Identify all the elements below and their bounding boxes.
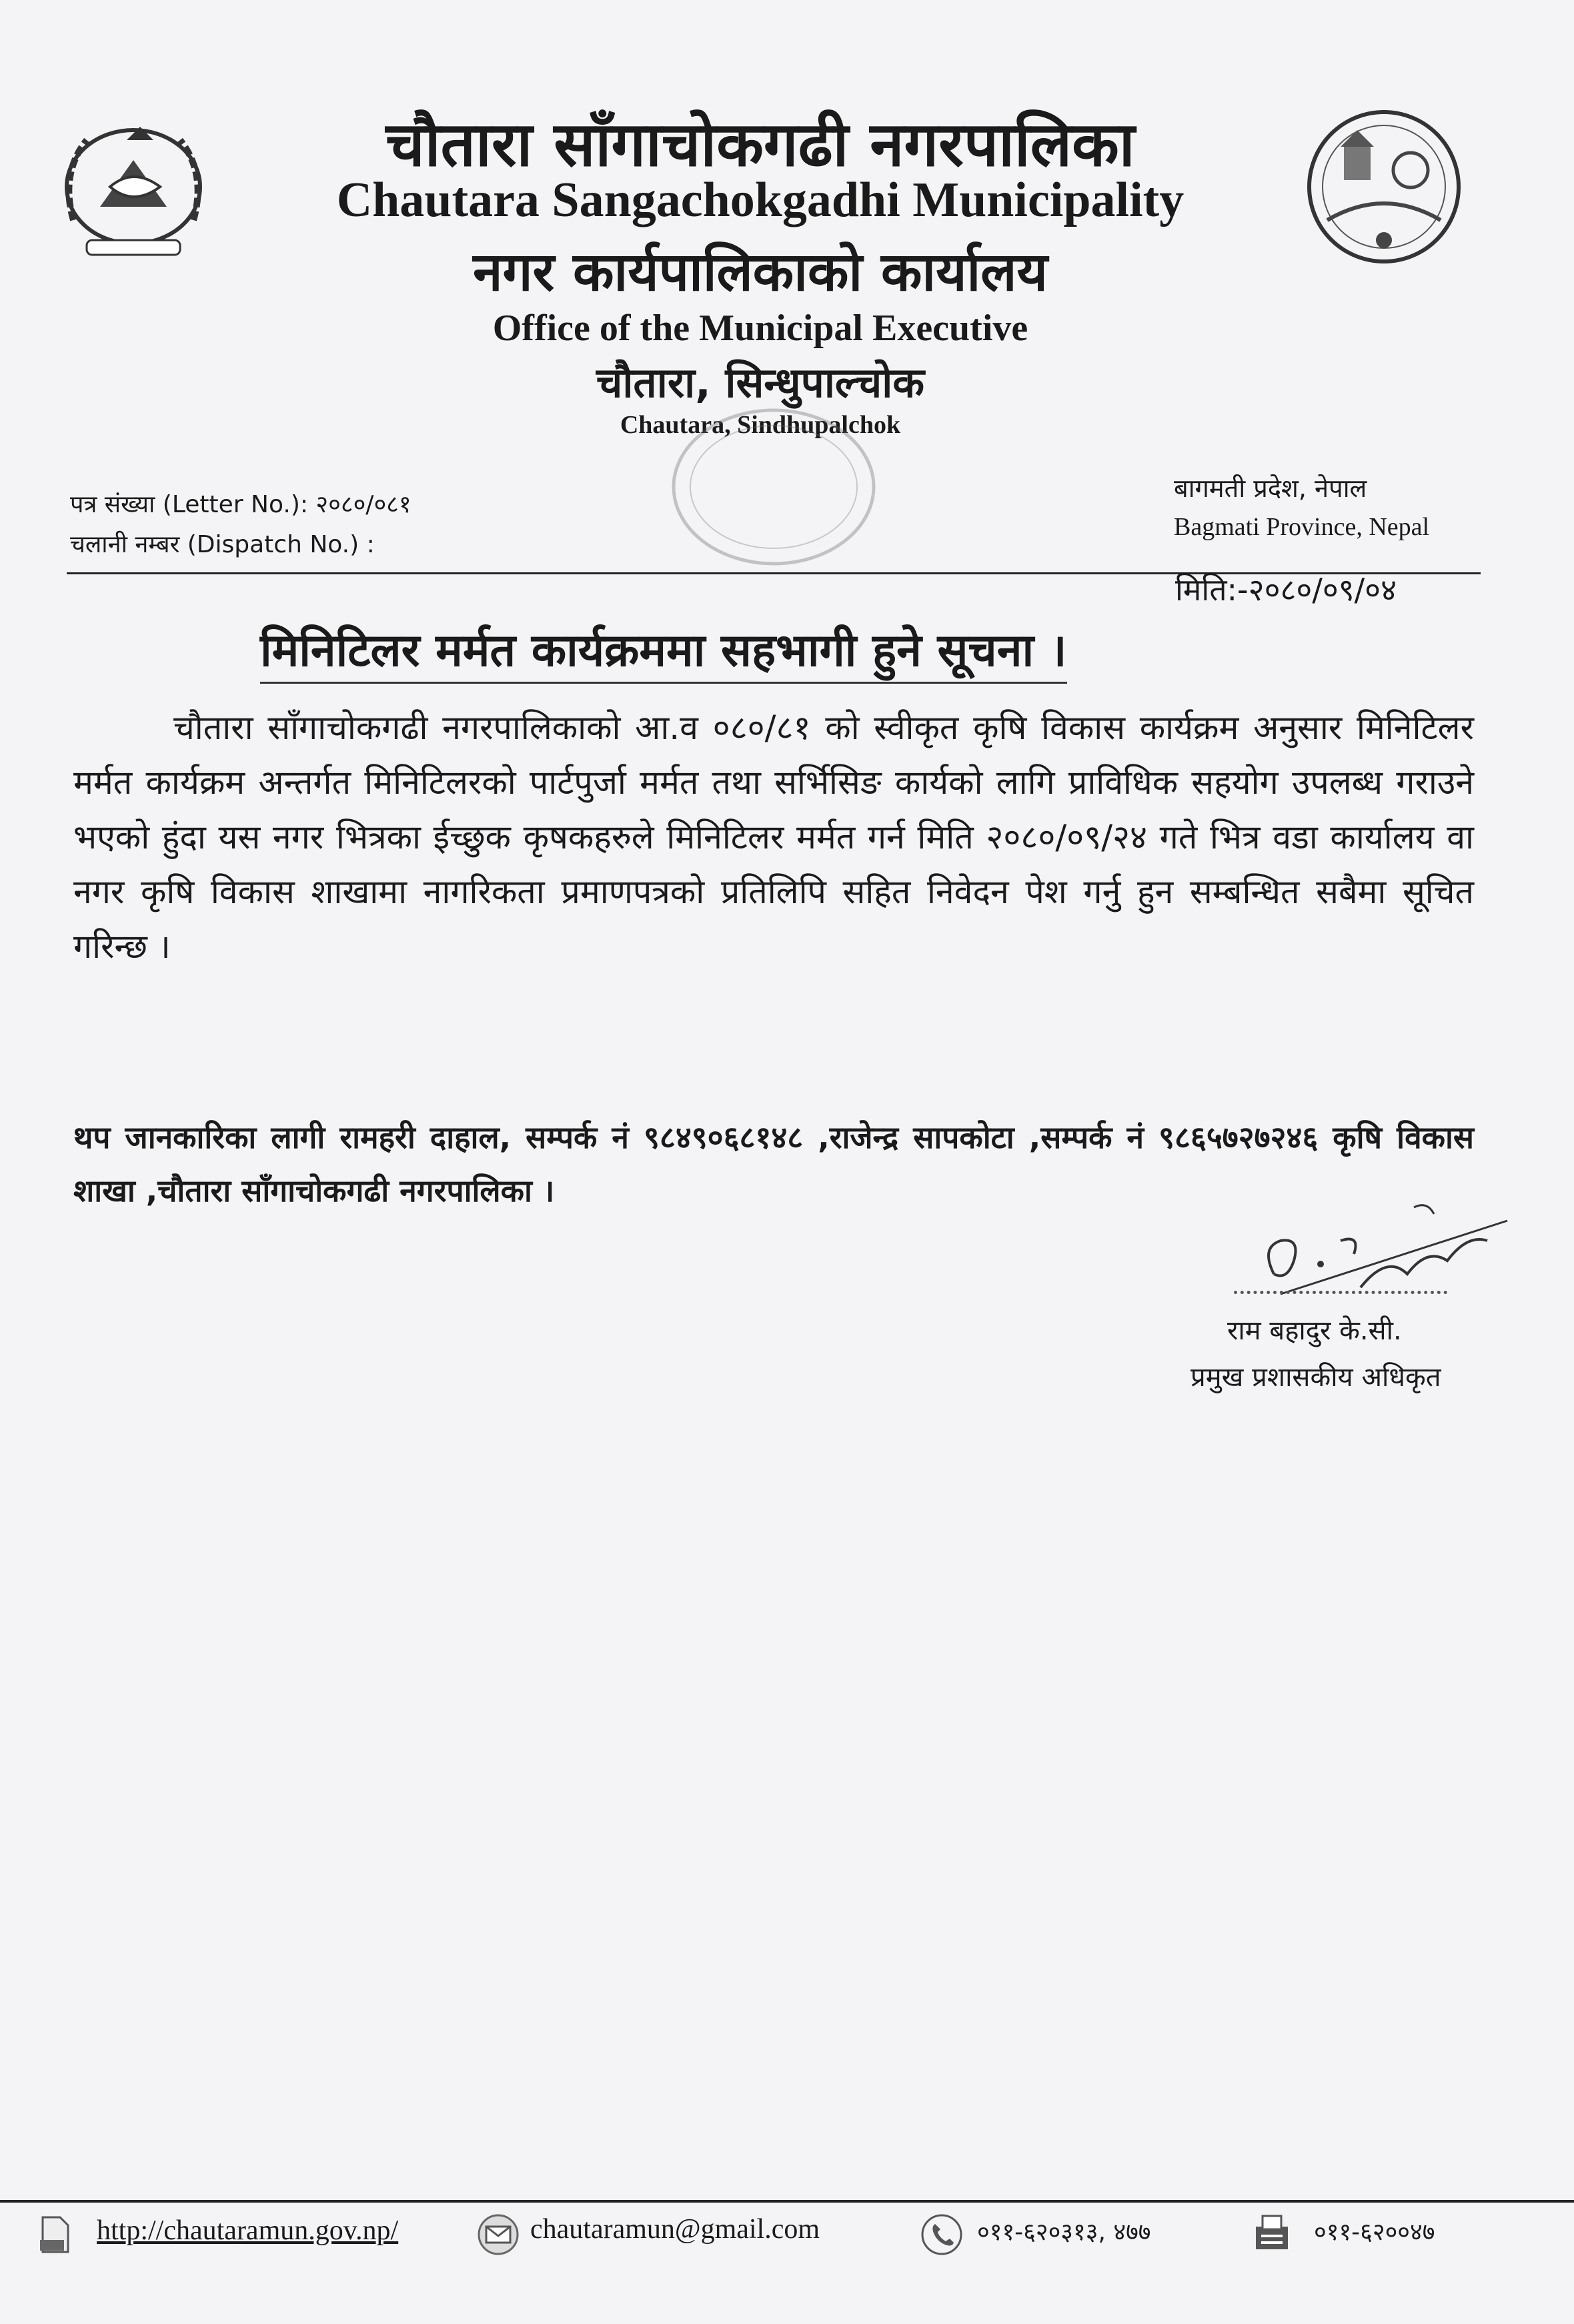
- signature-line: [1234, 1291, 1447, 1294]
- province-np: बागमती प्रदेश, नेपाल: [1174, 474, 1367, 503]
- fax-number: ०११-६२००४७: [1314, 2219, 1435, 2246]
- office-name-np: नगर कार्यपालिकाको कार्यालय: [473, 241, 1048, 303]
- municipality-logo-icon: [1301, 107, 1467, 267]
- letter-number: पत्र संख्या (Letter No.): २०८०/०८१: [70, 491, 412, 518]
- phone-number: ०११-६२०३१३, ४७७: [977, 2219, 1151, 2246]
- nepal-emblem-icon: [47, 120, 220, 267]
- province-en: Bagmati Province, Nepal: [1174, 513, 1430, 541]
- handwritten-signature-icon: [1254, 1194, 1534, 1327]
- office-name-en: Office of the Municipal Executive: [492, 308, 1028, 349]
- municipality-name-en: Chautara Sangachokgadhi Municipality: [336, 173, 1185, 227]
- url-icon: [33, 2213, 76, 2256]
- notice-subject: मिनिटिलर मर्मत कार्यक्रममा सहभागी हुने सूचना ।: [260, 617, 1067, 684]
- phone-icon: [920, 2213, 963, 2256]
- place-name-en: Chautara, Sindhupalchok: [620, 411, 901, 439]
- signer-name: राम बहादुर के.सी.: [1227, 1315, 1402, 1346]
- fax-icon: [1251, 2212, 1293, 2255]
- letter-date: मिति:-२०८०/०९/०४: [1175, 572, 1397, 608]
- municipality-name-np: चौतारा साँगाचोकगढी नगरपालिका: [385, 109, 1135, 180]
- mail-icon: [477, 2213, 520, 2256]
- office-stamp-icon: [664, 400, 884, 574]
- notice-body: चौतारा साँगाचोकगढी नगरपालिकाको आ.व ०८०/८१ को स्वीकृत कृषि विकास कार्यक्रम अनुसार मिनिटिलर मर्मत कार्यक्रम अन्तर्गत मिनिटिलरको पार्टपुर्जा मर्मत तथा सर्भिसिङ कार्यको लागि प्राविधिक सहयोग उपलब्ध गराउने भएको हुंदा यस नगर भित्रका ईच्छुक कृषकहरुले मिनिटिलर मर्मत गर्न मिति २०८०/०९/२४ गते भित्र वडा कार्यालय वा नगर कृषि विकास शाखामा नागरिकता प्रमाणपत्रको प्रतिलिपि सहित निवेदन पेश गर्नु हुन सम्बन्धित सबैमा सूचित गरिन्छ ।: [73, 708, 1474, 966]
- signer-title: प्रमुख प्रशासकीय अधिकृत: [1191, 1362, 1441, 1393]
- dispatch-number: चलानी नम्बर (Dispatch No.) :: [70, 531, 375, 558]
- email-link[interactable]: chautaramun@gmail.com: [530, 2214, 820, 2245]
- website-link[interactable]: http://chautaramun.gov.np/: [97, 2215, 399, 2246]
- contact-info: थप जानकारिका लागी रामहरी दाहाल, सम्पर्क नं ९८४९०६८१४८ ,राजेन्द्र सापकोटा ,सम्पर्क नं ९८६५७२७२४६ कृषि विकास शाखा ,चौतारा साँगाचोकगढी नगरपालिका ।: [73, 1119, 1474, 1209]
- footer-divider: [0, 2200, 1574, 2203]
- place-name-np: चौतारा, सिन्धुपाल्चोक: [596, 358, 924, 407]
